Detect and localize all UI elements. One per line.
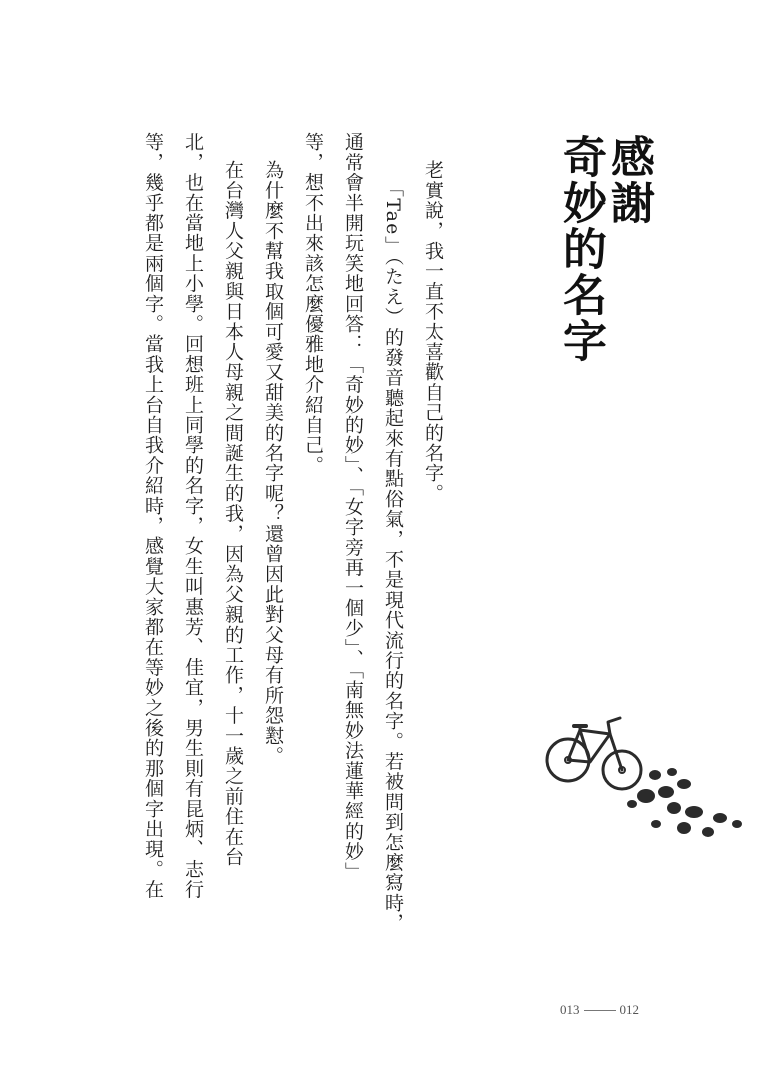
body-line-1: 老實說，我一直不太喜歡自己的名字。 bbox=[422, 160, 444, 504]
body-line-4: 等，想不出來該怎麼優雅地介紹自己。 bbox=[302, 132, 324, 476]
page-number-right: 012 bbox=[619, 1002, 639, 1017]
pebbles-decoration bbox=[627, 768, 742, 837]
page-numbers bbox=[560, 1002, 639, 1018]
chapter-title-line1: 感謝 bbox=[603, 134, 654, 226]
bicycle-icon bbox=[544, 712, 744, 852]
bike-frame bbox=[568, 730, 610, 762]
page-number-divider bbox=[584, 1010, 616, 1011]
body-line-7: 北，也在當地上小學。回想班上同學的名字，女生叫惠芳、佳宜，男生則有昆炳、志行 bbox=[182, 132, 204, 900]
body-line-5: 為什麼不幫我取個可愛又甜美的名字呢？還曾因此對父母有所怨懟。 bbox=[262, 160, 284, 766]
body-line-6: 在台灣人父親與日本人母親之間誕生的我，因為父親的工作，十一歲之前住在台 bbox=[222, 160, 244, 867]
page-number-left: 013 bbox=[560, 1002, 580, 1017]
body-line-8: 等，幾乎都是兩個字。當我上台自我介紹時，感覺大家都在等妙之後的那個字出現。在 bbox=[142, 132, 164, 900]
chapter-title-line2: 奇妙的名字 bbox=[555, 134, 606, 364]
body-line-3: 通常會半開玩笑地回答：「奇妙的妙」、「女字旁再一個少」、「南無妙法蓮華經的妙」 bbox=[342, 132, 364, 882]
body-line-2: 「Tae」（たえ）的發音聽起來有點俗氣，不是現代流行的名字。若被問到怎麼寫時， bbox=[382, 178, 404, 934]
